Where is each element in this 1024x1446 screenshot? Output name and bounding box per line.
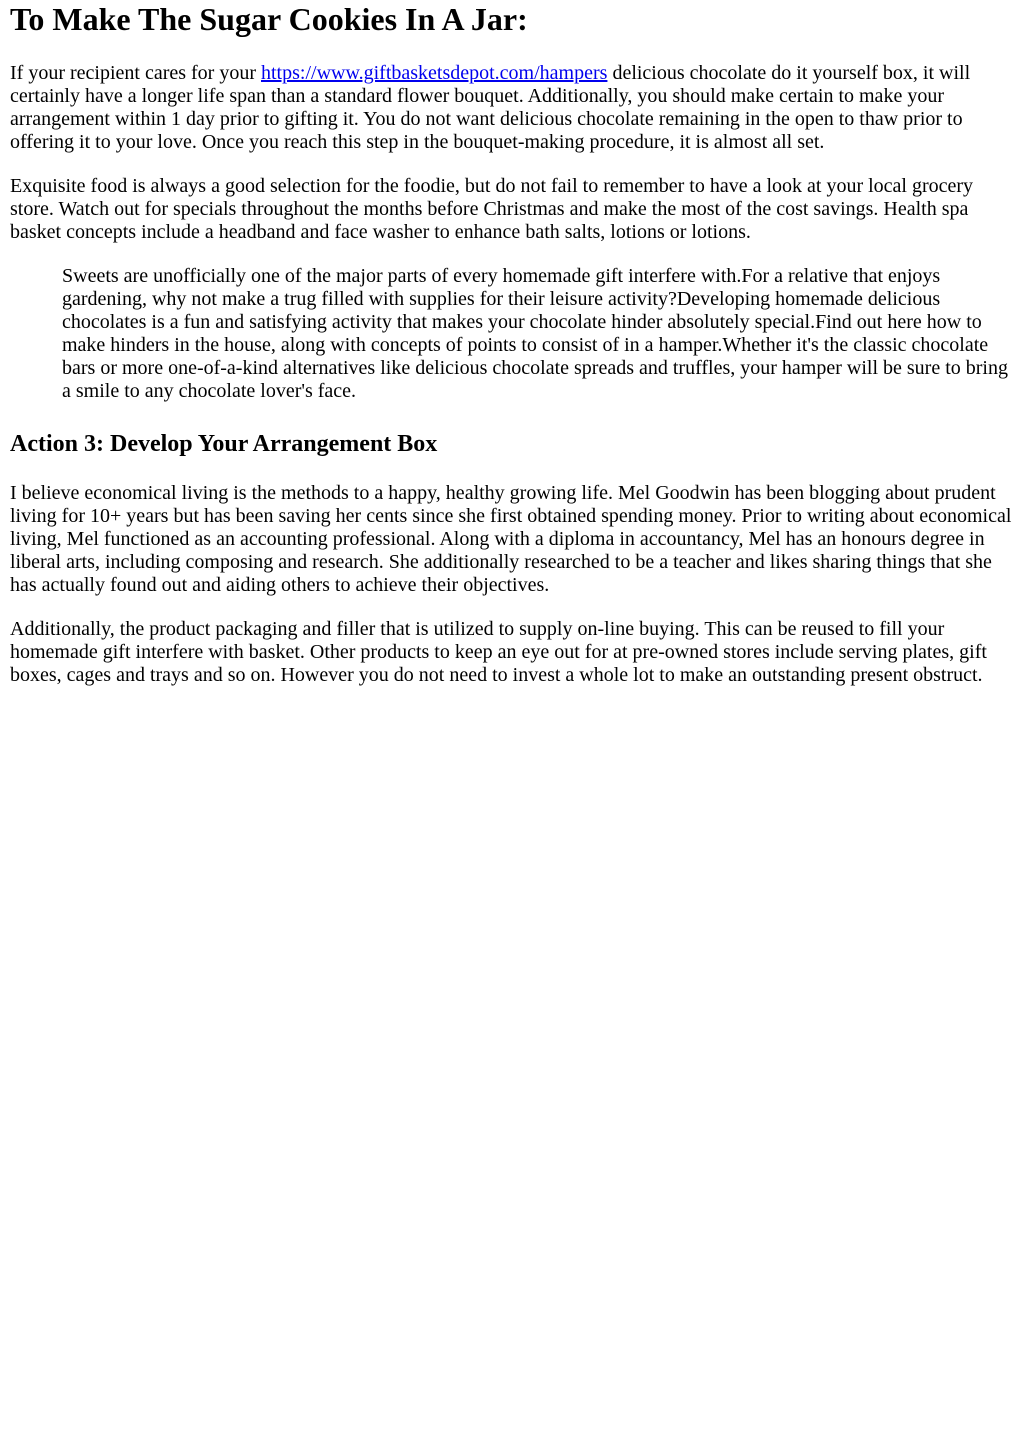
paragraph-intro <box>10 62 1014 154</box>
article <box>0 0 1024 687</box>
paragraph-intro-text-after: delicious chocolate do it yourself box, it will certainly have a longer life span than a standard flower bouquet. Additionally, you should make certain to make your arrangement within 1 day prior to gifting it. You do not want delicious chocolate remaining in the open to thaw prior to offering it to your love. Once you reach this step in the bouquet-making procedure, it is almost all set. <box>10 62 971 153</box>
blockquote-sweets: Sweets are unofficially one of the major parts of every homemade gift interfere with.For a relative that enjoys gardening, why not make a trug filled with supplies for their leisure activity?Developing homemade delicious chocolates is a fun and satisfying activity that makes your chocolate hinder absolutely special.Find out here how to make hinders in the house, along with concepts of points to consist of in a hamper.Whether it's the classic chocolate bars or more one-of-a-kind alternatives like delicious chocolate spreads and truffles, your hamper will be sure to bring a smile to any chocolate lover's face. <box>62 265 1008 402</box>
section-heading-action-3: Action 3: Develop Your Arrangement Box <box>10 431 438 457</box>
hampers-link[interactable]: https://www.giftbasketsdepot.com/hampers <box>261 62 608 84</box>
paragraph-packaging: Additionally, the product packaging and filler that is utilized to supply on-line buying. This can be reused to fill your homemade gift interfere with basket. Other products to keep an eye out for at pre-owned stores include serving plates, gift boxes, cages and trays and so on. However you do not need to invest a whole lot to make an outstanding present obstruct. <box>10 618 987 686</box>
paragraph-author: I believe economical living is the methods to a happy, healthy growing life. Mel Goodwin has been blogging about prudent living for 10+ years but has been saving her cents since she first obtained spending money. Prior to writing about economical living, Mel functioned as an accounting professional. Along with a diploma in accountancy, Mel has an honours degree in liberal arts, including composing and research. She additionally researched to be a teacher and likes sharing things that she has actually found out and aiding others to achieve their objectives. <box>10 482 1012 596</box>
paragraph-food: Exquisite food is always a good selection for the foodie, but do not fail to remember to have a look at your local grocery store. Watch out for specials throughout the months before Christmas and make the most of the cost savings. Health spa basket concepts include a headband and face washer to enhance bath salts, lotions or lotions. <box>10 175 974 243</box>
page-title: To Make The Sugar Cookies In A Jar: <box>10 1 528 37</box>
paragraph-intro-text-before: If your recipient cares for your <box>10 62 261 84</box>
